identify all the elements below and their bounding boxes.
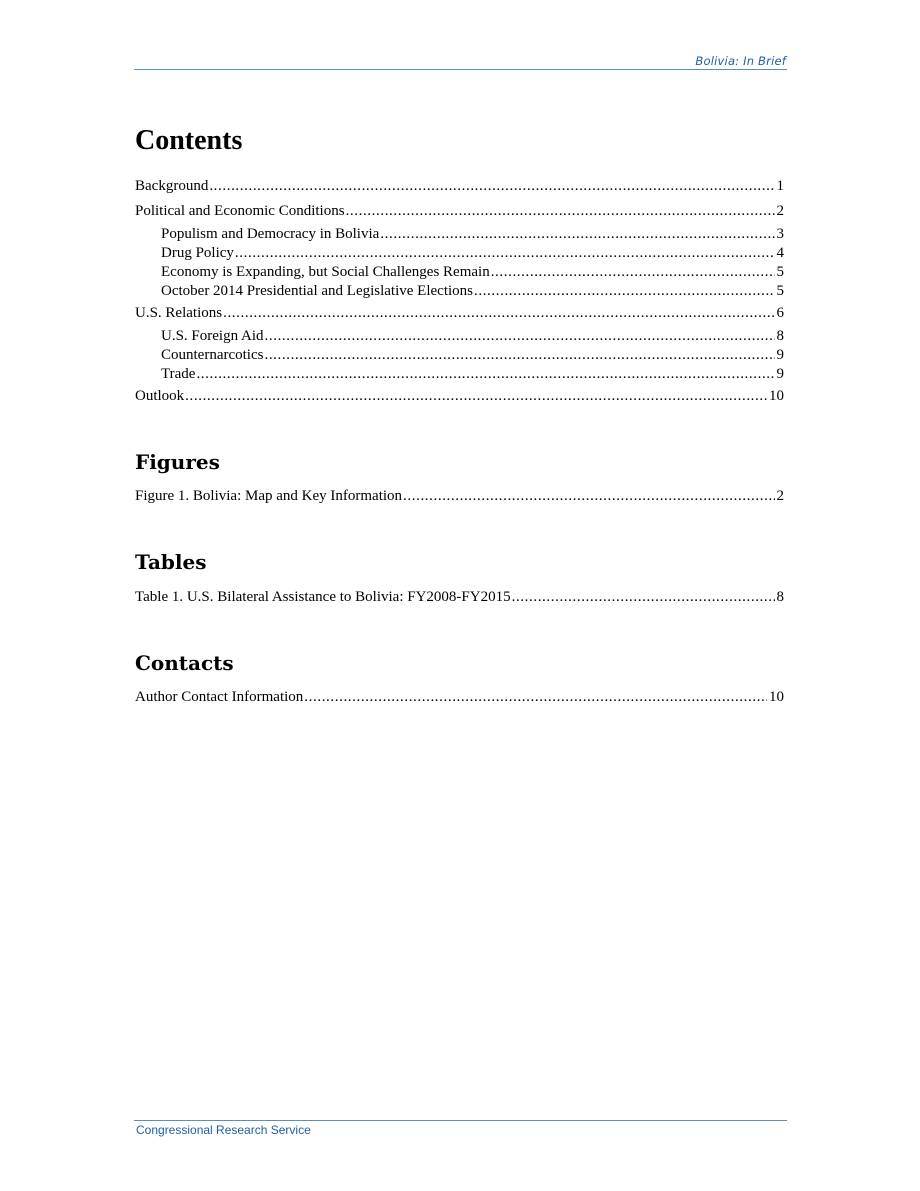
toc-entry-elections[interactable]	[161, 282, 784, 301]
dot-leader	[346, 202, 775, 221]
toc-entry-page: 2	[776, 203, 784, 219]
toc-entry-title: U.S. Relations	[135, 305, 223, 321]
toc-entry-populism[interactable]	[161, 225, 784, 244]
toc-entry-page: 10	[769, 388, 784, 404]
toc-entry-title: Author Contact Information	[135, 689, 304, 705]
dot-leader	[185, 387, 767, 406]
toc-entry-page: 5	[776, 264, 784, 280]
toc-entry-counternarcotics[interactable]	[161, 346, 784, 365]
toc-entry-title: Drug Policy	[161, 245, 234, 261]
figures-heading: Figures	[135, 450, 220, 474]
header-rule	[134, 69, 787, 70]
dot-leader	[380, 225, 774, 244]
toc-entry-figure-1[interactable]	[135, 487, 784, 506]
dot-leader	[196, 365, 774, 384]
contacts-heading: Contacts	[135, 651, 234, 675]
toc-entry-page: 2	[776, 488, 784, 504]
dot-leader	[304, 688, 767, 707]
toc-entry-title: Trade	[161, 366, 196, 382]
toc-entry-outlook[interactable]	[135, 387, 784, 406]
toc-entry-political-economic[interactable]	[135, 202, 784, 221]
toc-entry-page: 1	[776, 178, 784, 194]
footer-rule	[134, 1120, 787, 1121]
toc-entry-economy[interactable]	[161, 263, 784, 282]
toc-entry-title: Economy is Expanding, but Social Challenges Remain	[161, 264, 490, 280]
toc-entry-drug-policy[interactable]	[161, 244, 784, 263]
toc-entry-background[interactable]	[135, 177, 784, 196]
footer-organization: Congressional Research Service	[136, 1123, 311, 1137]
toc-entry-page: 5	[776, 283, 784, 299]
dot-leader	[512, 588, 775, 607]
dot-leader	[264, 346, 774, 365]
toc-entry-title: Background	[135, 178, 209, 194]
toc-entry-title: Populism and Democracy in Bolivia	[161, 226, 380, 242]
toc-entry-title: October 2014 Presidential and Legislative Elections	[161, 283, 473, 299]
toc-entry-page: 8	[776, 589, 784, 605]
toc-entry-page: 4	[776, 245, 784, 261]
tables-heading: Tables	[135, 550, 207, 574]
toc-entry-foreign-aid[interactable]	[161, 327, 784, 346]
toc-entry-table-1[interactable]	[135, 588, 784, 607]
toc-entry-title: U.S. Foreign Aid	[161, 328, 264, 344]
dot-leader	[491, 263, 775, 282]
toc-entry-page: 6	[776, 305, 784, 321]
dot-leader	[209, 177, 774, 196]
toc-entry-trade[interactable]	[161, 365, 784, 384]
toc-entry-page: 8	[776, 328, 784, 344]
toc-entry-page: 9	[776, 366, 784, 382]
toc-entry-author-contact[interactable]	[135, 688, 784, 707]
running-header: Bolivia: In Brief	[695, 54, 786, 68]
dot-leader	[223, 304, 774, 323]
toc-entry-title: Table 1. U.S. Bilateral Assistance to Bolivia: FY2008-FY2015	[135, 589, 511, 605]
toc-entry-title: Political and Economic Conditions	[135, 203, 345, 219]
dot-leader	[235, 244, 775, 263]
toc-entry-page: 3	[776, 226, 784, 242]
dot-leader	[403, 487, 774, 506]
toc-entry-us-relations[interactable]	[135, 304, 784, 323]
toc-entry-title: Counternarcotics	[161, 347, 264, 363]
dot-leader	[474, 282, 775, 301]
toc-entry-page: 10	[769, 689, 784, 705]
contents-heading: Contents	[135, 125, 243, 156]
toc-entry-title: Outlook	[135, 388, 185, 404]
dot-leader	[265, 327, 775, 346]
toc-entry-page: 9	[776, 347, 784, 363]
toc-entry-title: Figure 1. Bolivia: Map and Key Information	[135, 488, 403, 504]
